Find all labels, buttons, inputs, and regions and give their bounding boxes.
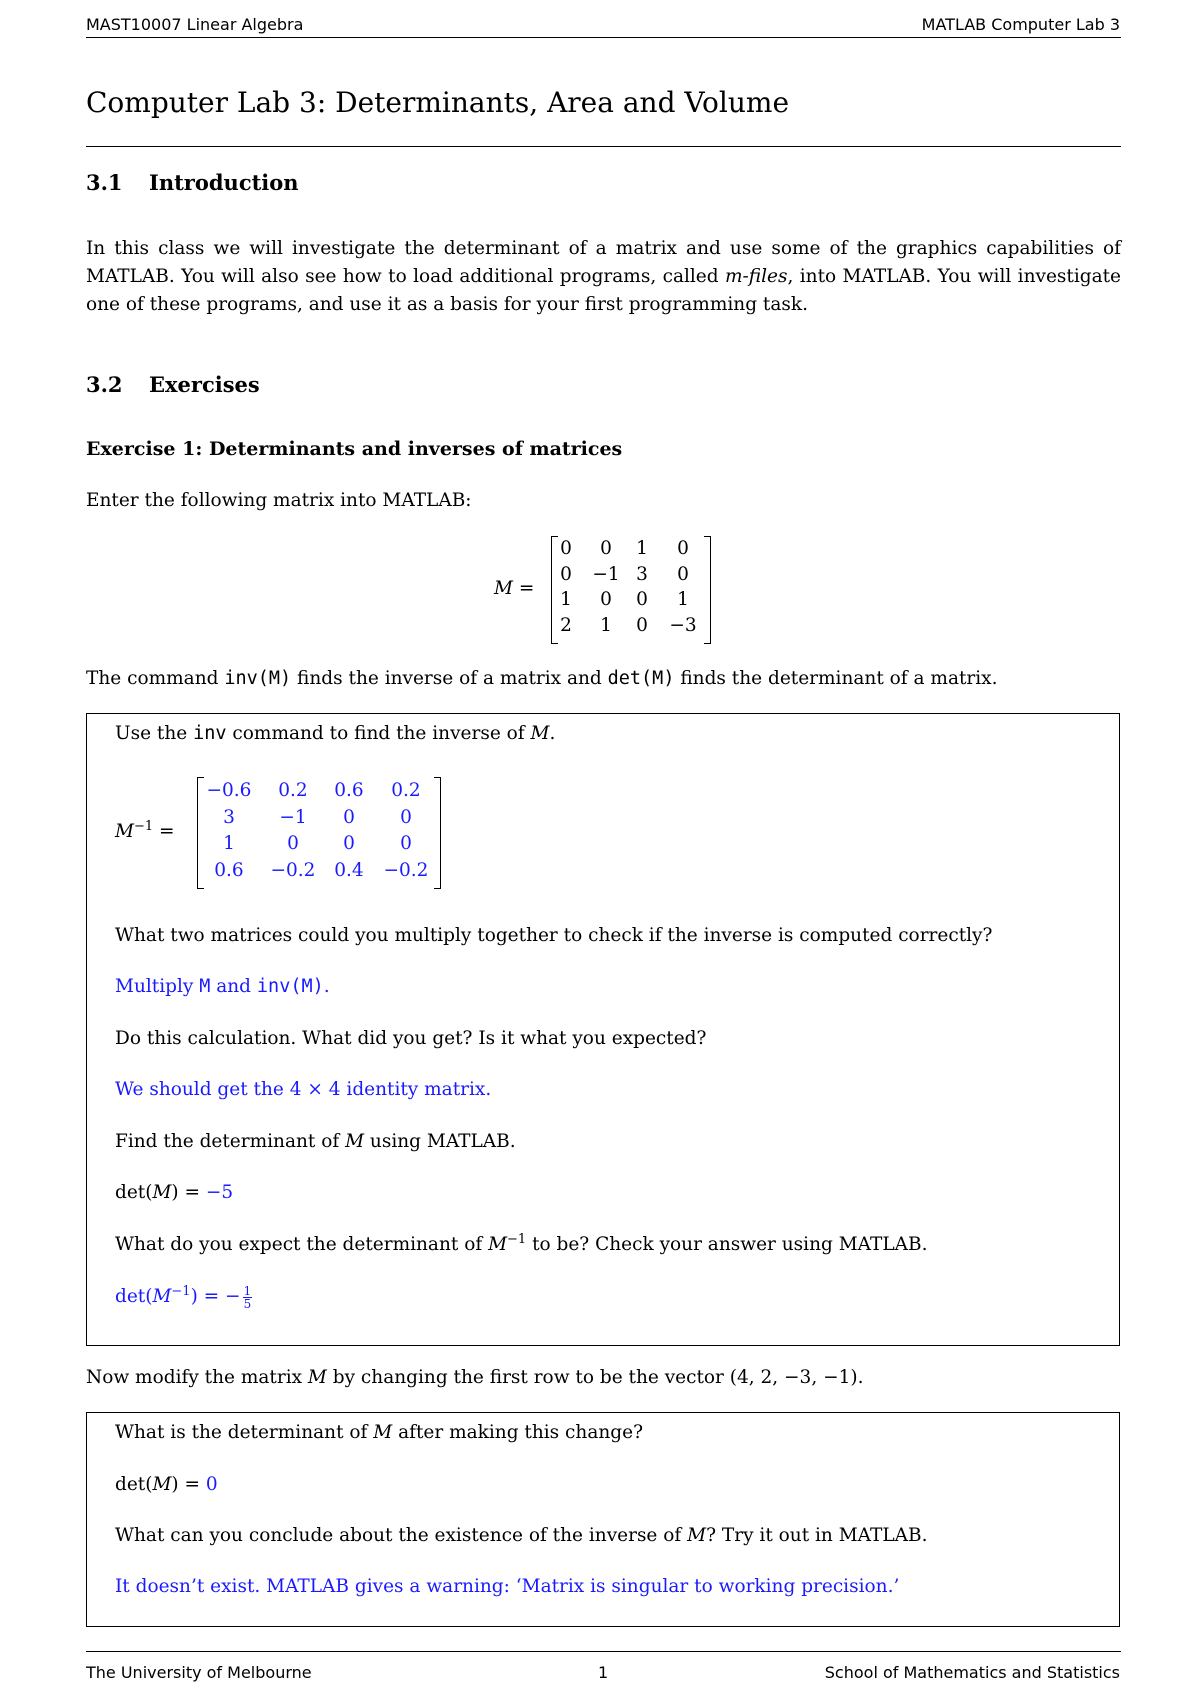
matrix-m-cell: −3 (669, 615, 697, 636)
matrix-inv-cell: 0 (400, 833, 412, 854)
matrix-m-cell: 0 (677, 538, 689, 559)
page-number: 1 (598, 1663, 609, 1682)
det-m-zero-value: 0 (205, 1474, 218, 1495)
matrix-m-cell: 1 (560, 589, 572, 610)
box1-answer-identity: We should get the 4 × 4 identity matrix. (115, 1079, 492, 1100)
matrix-inv-cell: 0 (343, 833, 355, 854)
matrix-m-cell: 2 (560, 615, 572, 636)
code-inv: inv (193, 723, 227, 744)
box1-question-det: Find the determinant of M using MATLAB. (115, 1131, 516, 1152)
matrix-inv-cell: −0.2 (270, 860, 316, 881)
footer-rule (86, 1651, 1121, 1652)
header-course: MAST10007 Linear Algebra (86, 15, 304, 34)
box2-question-inverse: What can you conclude about the existence of the inverse of M? Try it out in MATLAB. (115, 1525, 928, 1546)
matrix-inv-cell: 0.2 (391, 780, 421, 801)
matrix-inv-cell: 0 (343, 807, 355, 828)
matrix-inv-cell: −0.6 (206, 780, 252, 801)
box2-question-det: What is the determinant of M after making this change? (115, 1422, 643, 1443)
matrix-m-inverse (197, 777, 441, 889)
footer-school: School of Mathematics and Statistics (824, 1663, 1120, 1682)
box1-question-calc: Do this calculation. What did you get? Is it what you expected? (115, 1028, 707, 1049)
exercise1-heading: Exercise 1: Determinants and inverses of matrices (86, 438, 623, 460)
matrix-m-cell: 1 (636, 538, 648, 559)
m-files-emphasis: m-files (724, 266, 788, 287)
box1-answer-det: det(M) = −5 (115, 1182, 234, 1203)
page-title: Computer Lab 3: Determinants, Area and Volume (86, 86, 790, 119)
box1-answer-check: Multiply M and inv(M). (115, 976, 330, 997)
matrix-m-cell: 1 (677, 589, 689, 610)
inverse-label: $M^{-1}$ = (115, 819, 175, 843)
matrix-inv-cell: 1 (223, 833, 235, 854)
matrix-m (551, 536, 711, 644)
matrix-inv-cell: 0.6 (334, 780, 364, 801)
matrix-m-cell: 0 (636, 615, 648, 636)
command-description: The command inv(M) finds the inverse of a matrix and det(M) finds the determinant of a matrix. (86, 668, 998, 689)
box2-answer-singular: It doesn’t exist. MATLAB gives a warning: ‘Matrix is singular to working precision.’ (115, 1576, 900, 1597)
matrix-m-cell: 0 (560, 564, 572, 585)
matrix-m-cell: 0 (636, 589, 648, 610)
section-number-intro: 3.1 (86, 170, 123, 195)
modify-matrix-text: Now modify the matrix M by changing the first row to be the vector (4, 2, −3, −1). (86, 1367, 864, 1388)
enter-matrix-text: Enter the following matrix into MATLAB: (86, 490, 472, 511)
box1-question-inverse: Use the inv command to find the inverse of M. (115, 723, 556, 744)
section-number-exercises: 3.2 (86, 372, 123, 397)
matrix-m-cell: 0 (600, 589, 612, 610)
title-rule (86, 146, 1121, 147)
box1-question-det-inverse: What do you expect the determinant of $M^{-1}$ to be? Check your answer using MATLAB. (115, 1232, 928, 1256)
intro-paragraph: In this class we will investigate the determinant of a matrix and use some of the graphics capabilities of MATLAB. You will also see how to load additional programs, called m-files, into MATLAB. You will investigate one of these programs, and use it as a basis for your first programming task. (86, 238, 1121, 315)
matrix-m-label: M = (494, 578, 535, 599)
footer-university: The University of Melbourne (86, 1663, 312, 1682)
code-det-m: det(M) (607, 668, 675, 689)
box1-question-check: What two matrices could you multiply together to check if the inverse is computed correctly? (115, 925, 993, 946)
fraction-one-fifth: $\frac{1}{5}$ (243, 1283, 252, 1311)
header-rule (86, 37, 1121, 38)
matrix-inv-cell: −0.2 (383, 860, 429, 881)
box2-answer-det: det(M) = 0 (115, 1474, 218, 1495)
matrix-m-cell: 3 (636, 564, 648, 585)
box1-answer-det-inverse: $\det(M^{-1})$ = − $\frac{1}{5}$ (115, 1283, 252, 1311)
matrix-inv-cell: 3 (223, 807, 235, 828)
section-heading-intro: Introduction (149, 170, 299, 195)
matrix-inv-cell: 0.4 (334, 860, 364, 881)
code-inv-m: inv(M) (224, 668, 292, 689)
matrix-inv-cell: 0.6 (214, 860, 244, 881)
matrix-m-cell: 0 (677, 564, 689, 585)
header-lab: MATLAB Computer Lab 3 (921, 15, 1120, 34)
matrix-inv-cell: −1 (279, 807, 307, 828)
matrix-m-cell: 0 (560, 538, 572, 559)
det-m-value: −5 (205, 1182, 234, 1203)
matrix-m-cell: 0 (600, 538, 612, 559)
matrix-inv-cell: 0.2 (278, 780, 308, 801)
matrix-m-cell: 1 (600, 615, 612, 636)
section-heading-exercises: Exercises (149, 372, 260, 397)
matrix-m-cell: −1 (592, 564, 620, 585)
matrix-inv-cell: 0 (287, 833, 299, 854)
matrix-inv-cell: 0 (400, 807, 412, 828)
